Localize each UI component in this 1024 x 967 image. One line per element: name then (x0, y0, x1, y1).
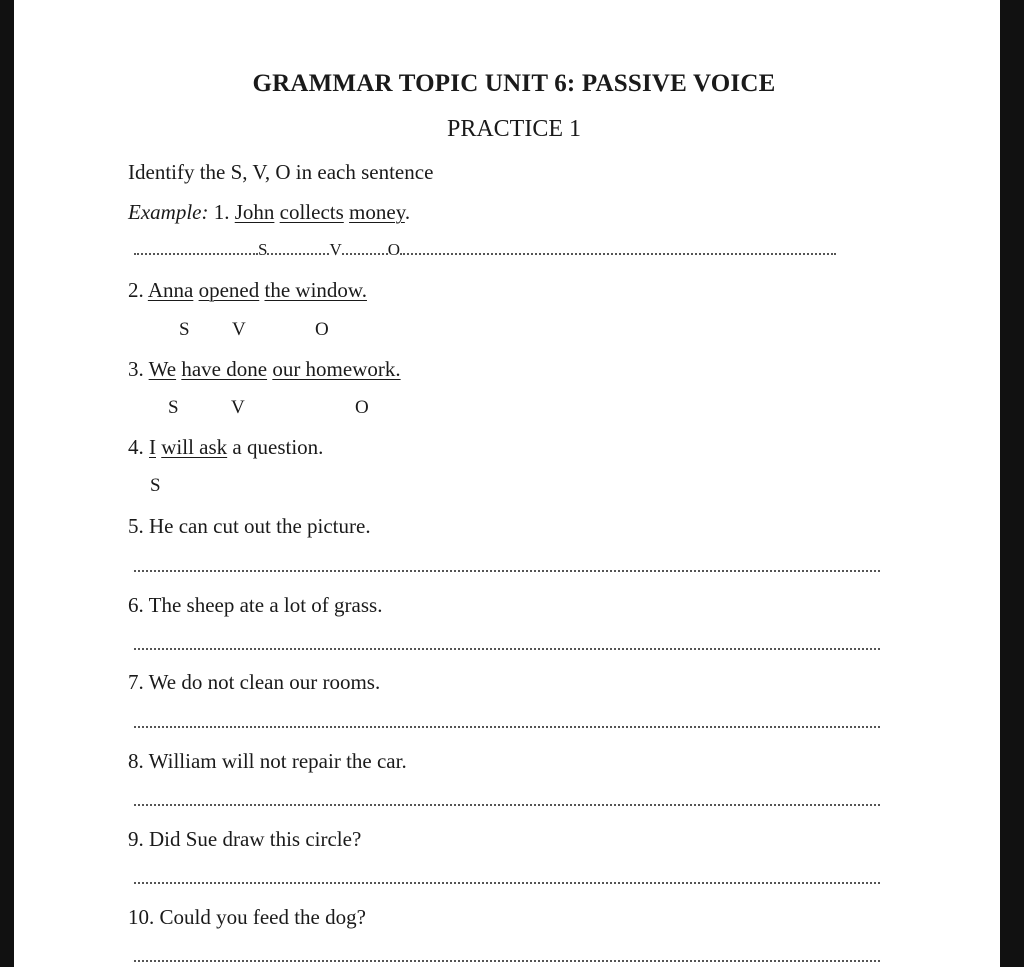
sentence-verb: opened (198, 278, 260, 302)
sentence-object: a question. (232, 435, 324, 459)
example-object: money (349, 200, 405, 224)
label-s-4: S (150, 475, 161, 496)
example-s-label: S (258, 240, 268, 259)
sentence-2 (128, 278, 367, 303)
sentence-text: We do not clean our rooms. (148, 670, 381, 694)
worksheet-title: GRAMMAR TOPIC UNIT 6: PASSIVE VOICE (252, 70, 776, 97)
sentence-5 (128, 514, 371, 539)
label-v-3: V (231, 397, 245, 418)
sentence-3 (128, 357, 401, 382)
sentence-subject: Anna (147, 278, 194, 302)
sentence-number: 9. (128, 827, 144, 851)
example-sentence (128, 200, 410, 225)
example-label: Example: (128, 200, 209, 224)
sentence-text: Could you feed the dog? (159, 905, 366, 929)
answer-line-8 (134, 804, 880, 806)
sentence-8 (128, 749, 407, 774)
answer-line-6 (134, 648, 880, 650)
label-s-2: S (179, 319, 190, 340)
sentence-4 (128, 435, 323, 460)
sentence-number: 5. (128, 514, 144, 538)
example-v-label: V (329, 240, 342, 259)
sentence-10 (128, 905, 366, 930)
sentence-subject: We (148, 357, 177, 381)
sentence-object: the window. (264, 278, 367, 302)
sentence-number: 2. (128, 278, 144, 302)
sentence-9 (128, 827, 361, 852)
sentence-7 (128, 670, 380, 695)
sentence-6 (128, 593, 382, 618)
sentence-subject: I (149, 435, 156, 459)
sentence-text: He can cut out the picture. (149, 514, 371, 538)
sentence-verb: will ask (161, 435, 228, 459)
worksheet-page (14, 0, 1000, 967)
instruction-text: Identify the S, V, O in each sentence (128, 160, 434, 184)
sentence-number: 7. (128, 670, 144, 694)
example-answer-line (134, 240, 880, 260)
label-v-2: V (232, 319, 246, 340)
example-o-label: O (387, 240, 401, 259)
answer-line-9 (134, 882, 880, 884)
sentence-number: 8. (128, 749, 144, 773)
sentence-verb: have done (181, 357, 268, 381)
label-s-3: S (168, 397, 179, 418)
example-verb: collects (279, 200, 344, 224)
example-number: 1. (213, 200, 230, 224)
example-subject: John (234, 200, 275, 224)
answer-line-10 (134, 960, 880, 962)
answer-line-7 (134, 726, 880, 728)
answer-line-5 (134, 570, 880, 572)
sentence-text: The sheep ate a lot of grass. (148, 593, 383, 617)
label-o-3: O (355, 397, 369, 418)
worksheet-subtitle: PRACTICE 1 (446, 116, 581, 142)
sentence-text: Did Sue draw this circle? (149, 827, 362, 851)
sentence-number: 4. (128, 435, 144, 459)
label-o-2: O (315, 319, 329, 340)
sentence-text: William will not repair the car. (148, 749, 407, 773)
example-end: . (404, 200, 411, 224)
sentence-number: 3. (128, 357, 144, 381)
sentence-number: 6. (128, 593, 144, 617)
sentence-number: 10. (128, 905, 155, 929)
sentence-object: our homework. (272, 357, 401, 381)
